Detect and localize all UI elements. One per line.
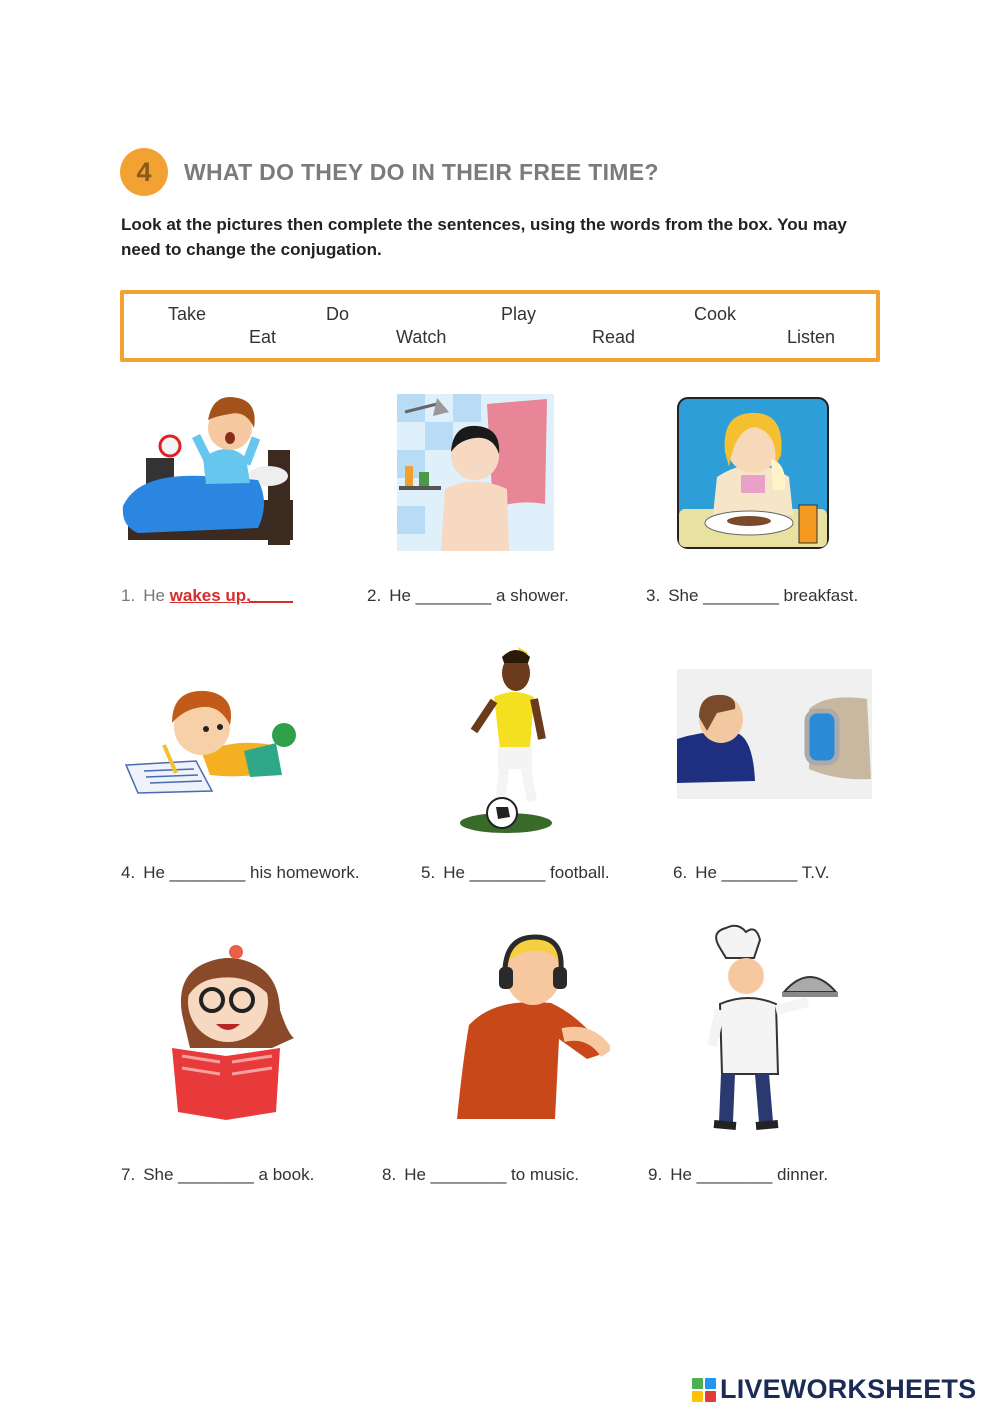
picture-footballer: [458, 643, 554, 844]
sentence-2: 2. He ________ a shower.: [367, 586, 569, 605]
word-read: Read: [592, 327, 636, 347]
sentence-5: 5. He ________ football.: [421, 863, 610, 882]
section-header: [120, 148, 659, 196]
blank-9[interactable]: ________: [696, 1165, 773, 1184]
blank-5[interactable]: ________: [469, 863, 546, 882]
sentence-8: 8. He ________ to music.: [382, 1165, 580, 1184]
blank-3[interactable]: ________: [703, 586, 779, 605]
sentence-6: 6. He ________ T.V.: [673, 863, 830, 882]
word-eat: Eat: [249, 327, 277, 347]
picture-boy-homework: [124, 683, 296, 804]
instructions: Look at the pictures then complete the sentences, using the words from the box. You may need to change the conjugation.: [121, 215, 847, 259]
picture-girl-breakfast: [677, 397, 829, 554]
section-number-badge: 4: [120, 148, 168, 196]
picture-man-headphones: [455, 929, 610, 1126]
sentence-4: 4. He ________ his homework.: [121, 863, 360, 882]
word-do: Do: [326, 304, 350, 324]
word-cook: Cook: [694, 304, 737, 324]
word-take: Take: [168, 304, 207, 324]
picture-girl-reading: [168, 944, 296, 1131]
picture-boy-waking-up: [118, 388, 303, 563]
word-box: [120, 290, 880, 362]
word-play: Play: [501, 304, 537, 324]
blank-6[interactable]: ________: [721, 863, 798, 882]
sentence-1: 1. He wakes up.: [121, 586, 293, 606]
blank-8[interactable]: ________: [430, 1165, 507, 1184]
sentence-9: 9. He ________ dinner.: [648, 1165, 829, 1184]
logo-mark-icon: [692, 1378, 716, 1402]
answer-underline: [249, 601, 293, 603]
logo-text: LIVEWORKSHEETS: [720, 1374, 977, 1404]
section-title: WHAT DO THEY DO IN THEIR FREE TIME?: [184, 158, 659, 185]
picture-boy-tv: [677, 669, 872, 804]
sentence-3: 3. She ________ breakfast.: [646, 586, 859, 605]
answer-1[interactable]: wakes up.: [169, 586, 251, 605]
word-watch: Watch: [396, 327, 447, 347]
blank-4[interactable]: ________: [169, 863, 246, 882]
picture-boy-shower: [397, 394, 554, 556]
picture-chef: [706, 924, 840, 1141]
word-listen: Listen: [787, 327, 836, 347]
blank-7[interactable]: ________: [178, 1165, 254, 1184]
sentence-7: 7. She ________ a book.: [121, 1165, 315, 1184]
liveworksheets-logo[interactable]: [692, 1374, 976, 1405]
blank-2[interactable]: ________: [415, 586, 492, 605]
